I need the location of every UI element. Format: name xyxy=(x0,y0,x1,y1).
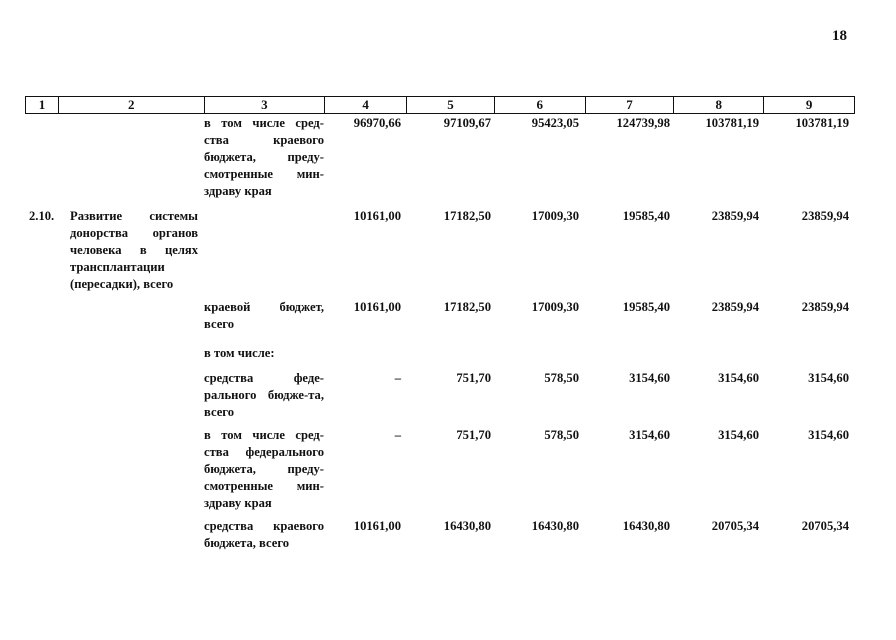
value-col-5: 17182,50 xyxy=(443,300,491,314)
value-col-9: 20705,34 xyxy=(801,519,849,533)
row-description: в том числе сред-ства федерального бюджета, преду-смотренные мин-здраву края xyxy=(204,428,324,510)
value-col-9: 23859,94 xyxy=(801,300,849,314)
value-col-5: 17182,50 xyxy=(443,209,491,223)
table-header xyxy=(25,96,855,114)
value-col-9: 3154,60 xyxy=(808,428,849,442)
header-col-8: 8 xyxy=(674,97,764,113)
value-col-6: 578,50 xyxy=(544,428,579,442)
header-col-1: 1 xyxy=(26,97,59,113)
header-col-5: 5 xyxy=(407,97,495,113)
value-col-7: 3154,60 xyxy=(629,371,670,385)
value-col-8: 103781,19 xyxy=(705,116,759,130)
value-col-8: 20705,34 xyxy=(711,519,759,533)
row-number: 2.10. xyxy=(29,209,55,223)
value-col-7: 3154,60 xyxy=(629,428,670,442)
value-col-5: 751,70 xyxy=(456,371,491,385)
value-col-8: 23859,94 xyxy=(711,209,759,223)
value-col-9: 3154,60 xyxy=(808,371,849,385)
value-col-8: 23859,94 xyxy=(711,300,759,314)
value-col-6: 578,50 xyxy=(544,371,579,385)
value-col-5: 16430,80 xyxy=(443,519,491,533)
value-col-9: 103781,19 xyxy=(795,116,849,130)
value-col-6: 16430,80 xyxy=(531,519,579,533)
value-col-6: 17009,30 xyxy=(531,300,579,314)
value-col-4: – xyxy=(394,428,401,442)
value-col-4: 10161,00 xyxy=(353,519,401,533)
row-title: Развитие системы донорства органов человека в целях трансплантации (пересадки), всего xyxy=(70,209,198,291)
value-col-4: 10161,00 xyxy=(353,209,401,223)
value-col-5: 97109,67 xyxy=(443,116,491,130)
value-col-7: 124739,98 xyxy=(616,116,670,130)
header-col-6: 6 xyxy=(495,97,586,113)
value-col-9: 23859,94 xyxy=(801,209,849,223)
header-col-7: 7 xyxy=(586,97,675,113)
row-description: краевой бюджет, всего xyxy=(204,300,324,331)
value-col-6: 95423,05 xyxy=(531,116,579,130)
row-description: в том числе сред-ства краевого бюджета, преду-смотренные мин-здраву края xyxy=(204,116,324,198)
value-col-7: 16430,80 xyxy=(622,519,670,533)
value-col-4: – xyxy=(394,371,401,385)
value-col-6: 17009,30 xyxy=(531,209,579,223)
value-col-7: 19585,40 xyxy=(622,209,670,223)
value-col-4: 10161,00 xyxy=(353,300,401,314)
header-col-4: 4 xyxy=(325,97,407,113)
row-description: средства краевого бюджета, всего xyxy=(204,519,324,550)
header-col-9: 9 xyxy=(805,97,813,112)
header-col-3: 3 xyxy=(205,97,326,113)
value-col-7: 19585,40 xyxy=(622,300,670,314)
page-number: 18 xyxy=(832,28,847,44)
value-col-5: 751,70 xyxy=(456,428,491,442)
value-col-4: 96970,66 xyxy=(353,116,401,130)
value-col-8: 3154,60 xyxy=(718,371,759,385)
value-col-8: 3154,60 xyxy=(718,428,759,442)
row-description: в том числе: xyxy=(204,346,275,360)
row-description: средства феде-рального бюдже-та, всего xyxy=(204,371,324,419)
header-col-2: 2 xyxy=(59,97,205,113)
